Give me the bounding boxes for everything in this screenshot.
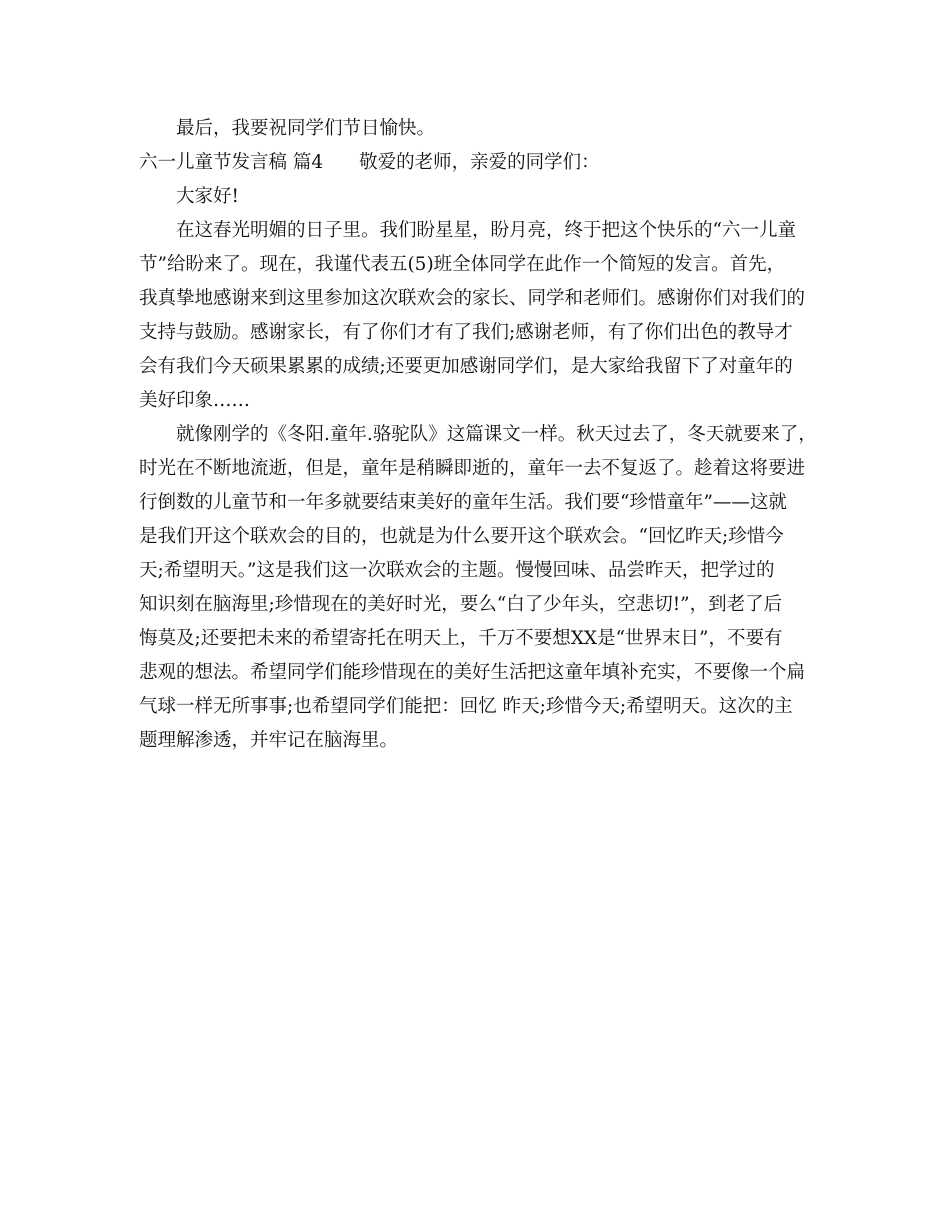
closing-paragraph: 最后，我要祝同学们节日愉快。 [176,118,436,139]
paragraph-1-line: 会有我们今天硕果累累的成绩;还要更加感谢同学们，是大家给我留下了对童年的 [139,356,793,377]
paragraph-2-line: 题理解渗透，并牢记在脑海里。 [139,730,399,751]
paragraph-1-line: 在这春光明媚的日子里。我们盼星星，盼月亮，终于把这个快乐的“六一儿童 [176,220,796,241]
paragraph-2-line: 就像刚学的《冬阳.童年.骆驼队》这篇课文一样。秋天过去了，冬天就要来了， [176,424,817,445]
paragraph-2 [139,418,827,758]
paragraph-1-line: 美好印象…… [139,390,251,411]
greeting: 大家好! [176,186,239,207]
paragraph-1-line: 节”给盼来了。现在，我谨代表五(5)班全体同学在此作一个简短的发言。首先， [139,254,786,275]
paragraph-2-line: 行倒数的儿童节和一年多就要结束美好的童年生活。我们要“珍惜童年”——这就 [139,492,787,513]
paragraph-2-line: 时光在不断地流逝，但是，童年是稍瞬即逝的，童年一去不复返了。趁着这将要进 [139,458,806,479]
paragraph-2-line: 是我们开这个联欢会的目的，也就是为什么要开这个联欢会。“回忆昨天;珍惜今 [139,526,784,547]
document-body [139,112,827,758]
paragraph-2-line: 知识刻在脑海里;珍惜现在的美好时光，要么“白了少年头，空悲切!”，到老了后 [139,594,783,615]
paragraph-2-line: 悲观的想法。希望同学们能珍惜现在的美好生活把这童年填补充实，不要像一个扁 [139,662,806,683]
salutation: 敬爱的老师，亲爱的同学们： [359,152,600,173]
paragraph-2-line: 气球一样无所事事;也希望同学们能把：回忆 昨天;珍惜今天;希望明天。这次的主 [139,696,793,717]
section-heading-line [139,146,827,180]
paragraph-2-line: 天;希望明天。”这是我们这一次联欢会的主题。慢慢回味、品尝昨天，把学过的 [139,560,775,581]
paragraph-1-line: 支持与鼓励。感谢家长，有了你们才有了我们;感谢老师，有了你们出色的教导才 [139,322,793,343]
paragraph-2-line: 悔莫及;还要把未来的希望寄托在明天上，千万不要想XX是“世界末日”，不要有 [139,628,783,649]
paragraph-1-line: 我真挚地感谢来到这里参加这次联欢会的家长、同学和老师们。感谢你们对我们的 [139,288,806,309]
section-title: 六一儿童节发言稿 篇4 [139,152,324,173]
paragraph-1 [139,214,827,418]
